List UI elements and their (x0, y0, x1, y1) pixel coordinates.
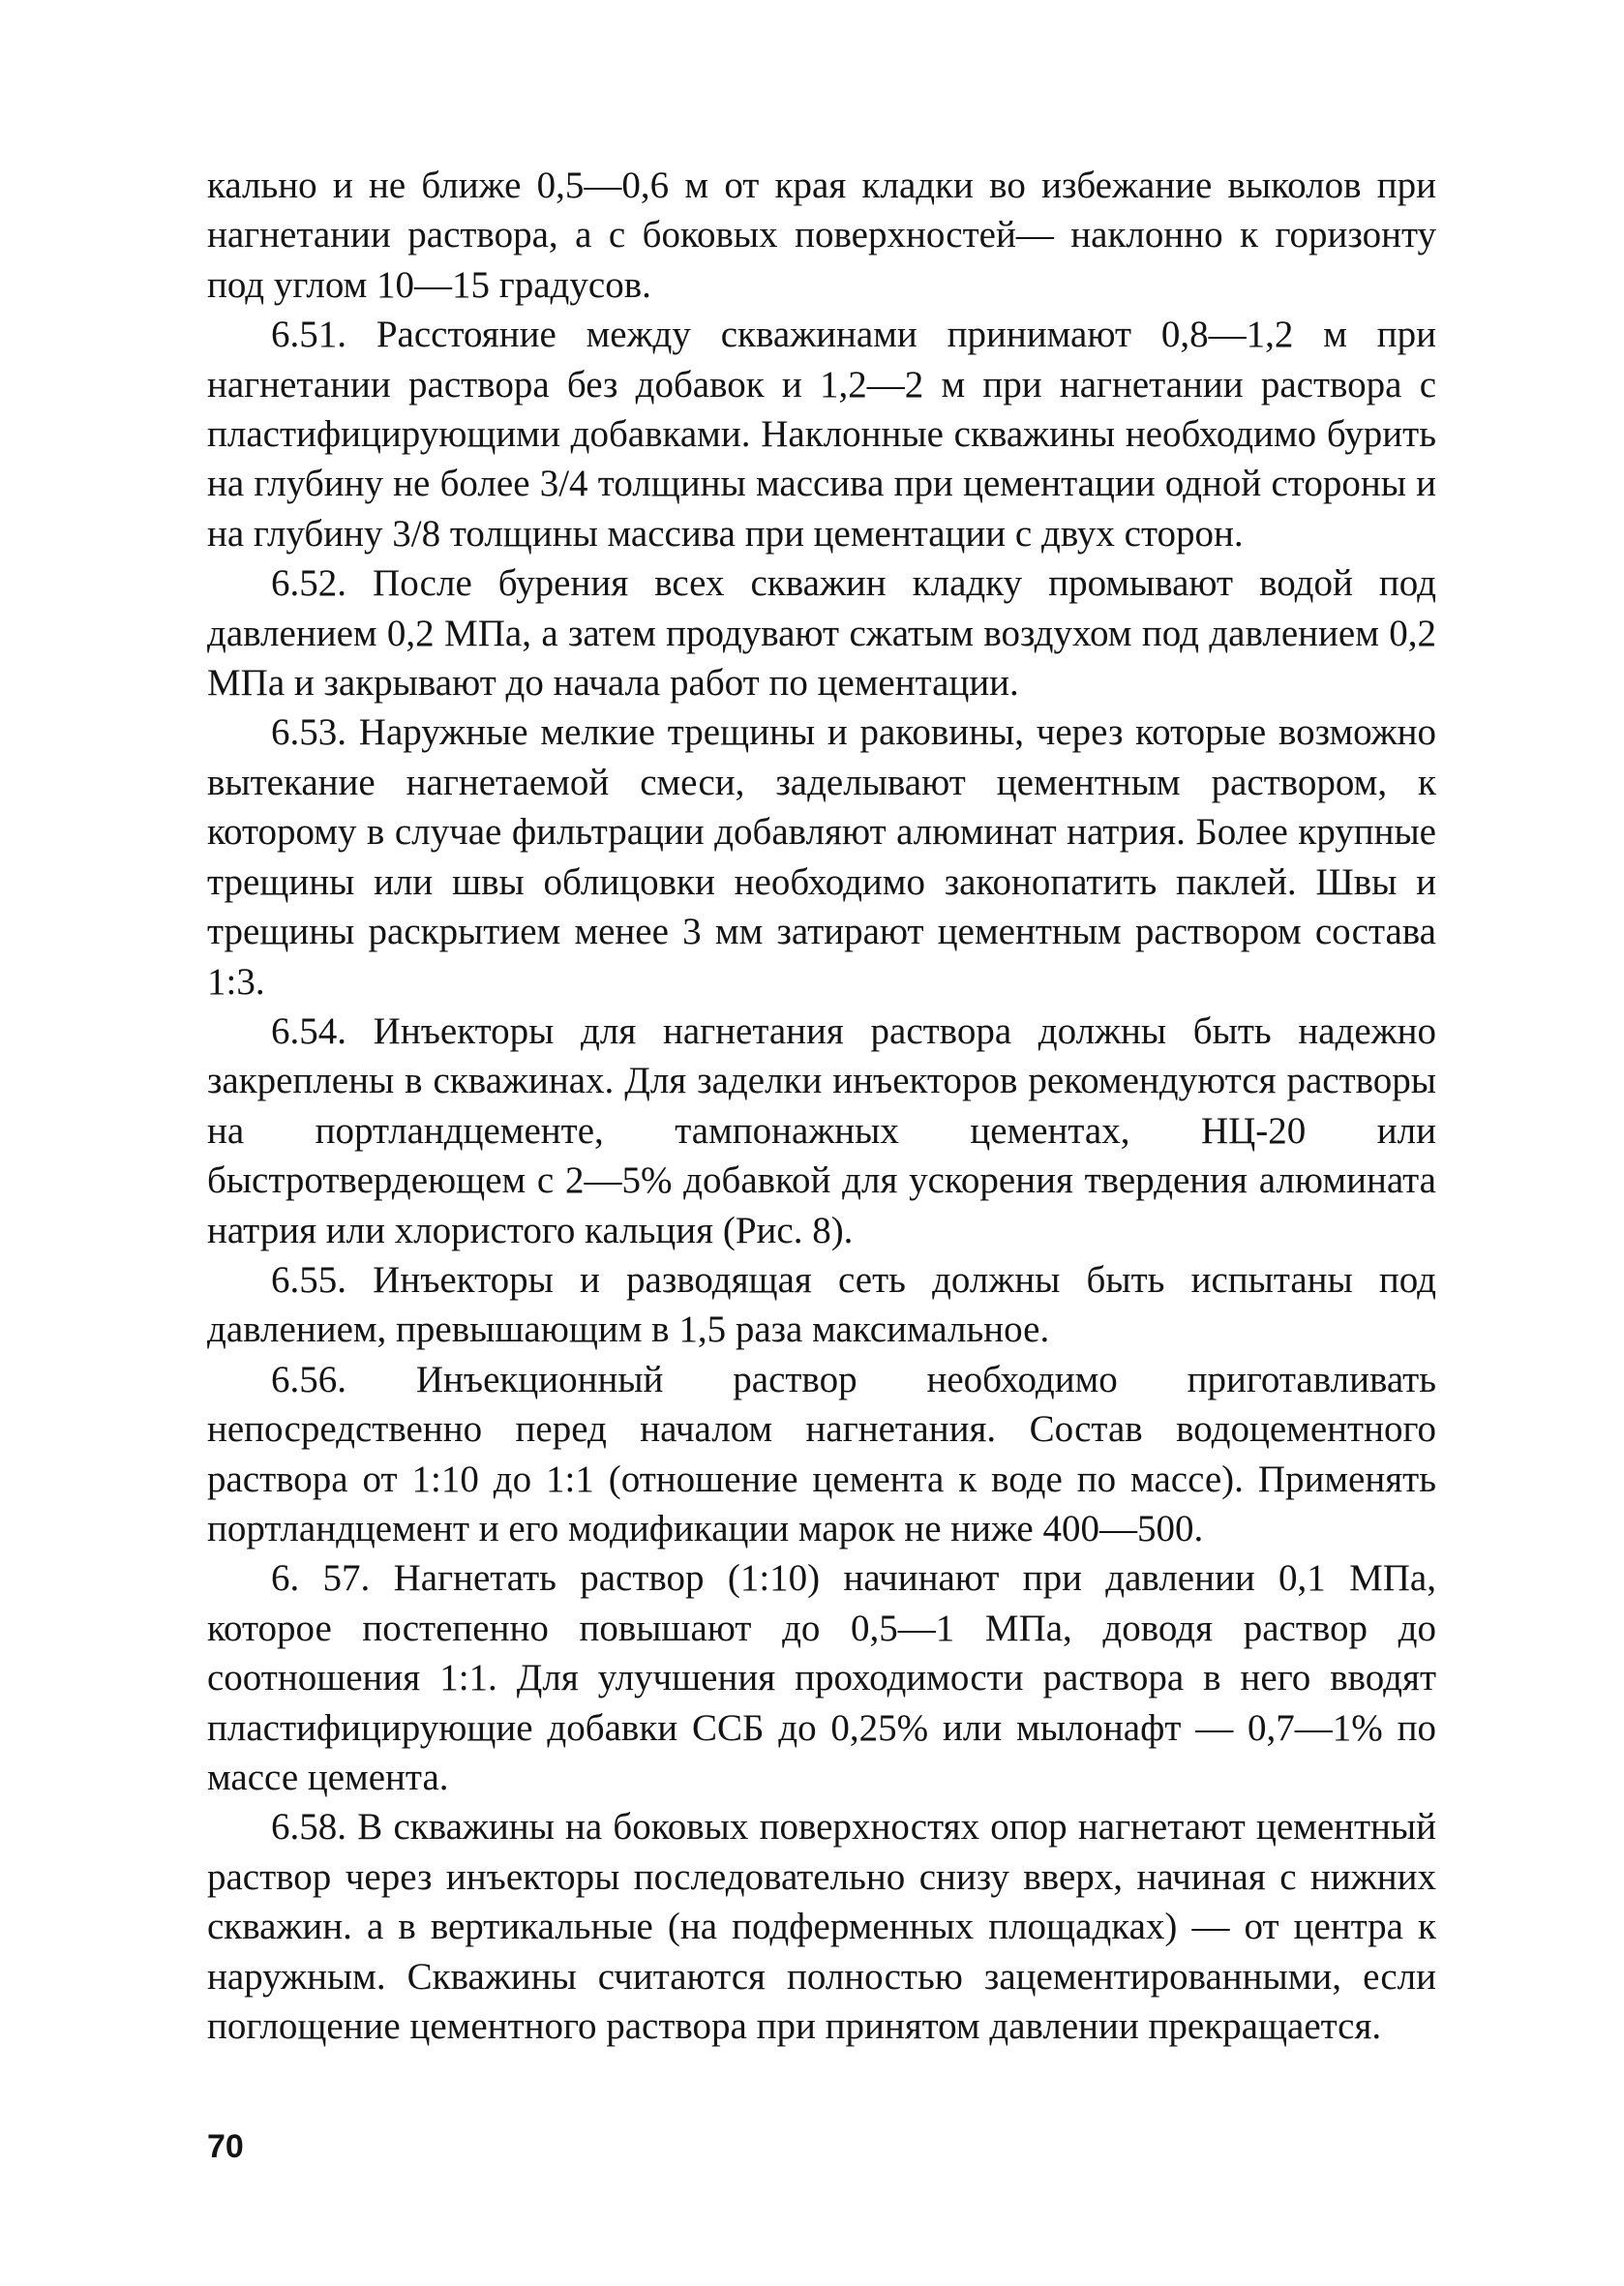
paragraph-6-57: 6. 57. Нагнетать раствор (1:10) начинают при давлении 0,1 МПа, которое постепенно повышают до 0,5—1 МПа, доводя раствор до соотношения 1:1. Для улучшения проходимости раствора в него вводят пластифицирующие добавки ССБ до 0,25% или мылонафт — 0,7—1% по массе цемента. (207, 1557, 1436, 1798)
paragraph-6-52: 6.52. После бурения всех скважин кладку промывают водой под давлением 0,2 МПа, а затем продувают сжатым воздухом под давлением 0,2 МПа и закрывают до начала работ по цементации. (207, 562, 1436, 705)
paragraph-continuation: кально и не ближе 0,5—0,6 м от края кладки во избежание выколов при нагнетании раствора, а с боковых поверхностей— наклонно к горизонту под углом 10—15 градусов. (207, 165, 1436, 306)
paragraph-6-55: 6.55. Инъекторы и разводящая сеть должны быть испытаны под давлением, превышающим в 1,5 раза максимальное. (207, 1258, 1436, 1351)
paragraph-6-53: 6.53. Наружные мелкие трещины и раковины, через которые возможно вытекание нагнетаемой смеси, заделывают цементным раствором, к которому в случае фильтрации добавляют алюминат натрия. Более крупные трещины или швы облицовки необходимо законопатить паклей. Швы и трещины раскрытием менее 3 мм затирают цементным раствором состава 1:3. (207, 711, 1436, 1003)
body-text (207, 161, 1436, 2051)
page-number: 70 (207, 2128, 244, 2165)
paragraph-6-51: 6.51. Расстояние между скважинами принимают 0,8—1,2 м при нагнетании раствора без добавок и 1,2—2 м при нагнетании раствора с пластифицирующими добавками. Наклонные скважины необходимо бурить на глубину не более 3/4 толщины массива при цементации одной стороны и на глубину 3/8 толщины массива при цементации с двух сторон. (207, 314, 1436, 555)
paragraph-6-54: 6.54. Инъекторы для нагнетания раствора должны быть надежно закреплены в скважинах. Для заделки инъекторов рекомендуются растворы на портландцементе, тампонажных цементах, НЦ-20 или быстротвердеющем с 2—5% добавкой для ускорения твердения алюмината натрия или хлористого кальция (Рис. 8). (207, 1009, 1436, 1251)
paragraph-6-56: 6.56. Инъекционный раствор необходимо приготавливать непосредственно перед началом нагнетания. Состав водоцементного раствора от 1:10 до 1:1 (отношение цемента к воде по массе). Применять портландцемент и его модификации марок не ниже 400—500. (207, 1358, 1436, 1549)
paragraph-6-58: 6.58. В скважины на боковых поверхностях опор нагнетают цементный раствор через инъекторы последовательно снизу вверх, начиная с нижних скважин. а в вертикальные (на подферменных площадках) — от центра к наружным. Скважины считаются полностью зацементированными, если поглощение цементного раствора при принятом давлении прекращается. (207, 1806, 1436, 2048)
